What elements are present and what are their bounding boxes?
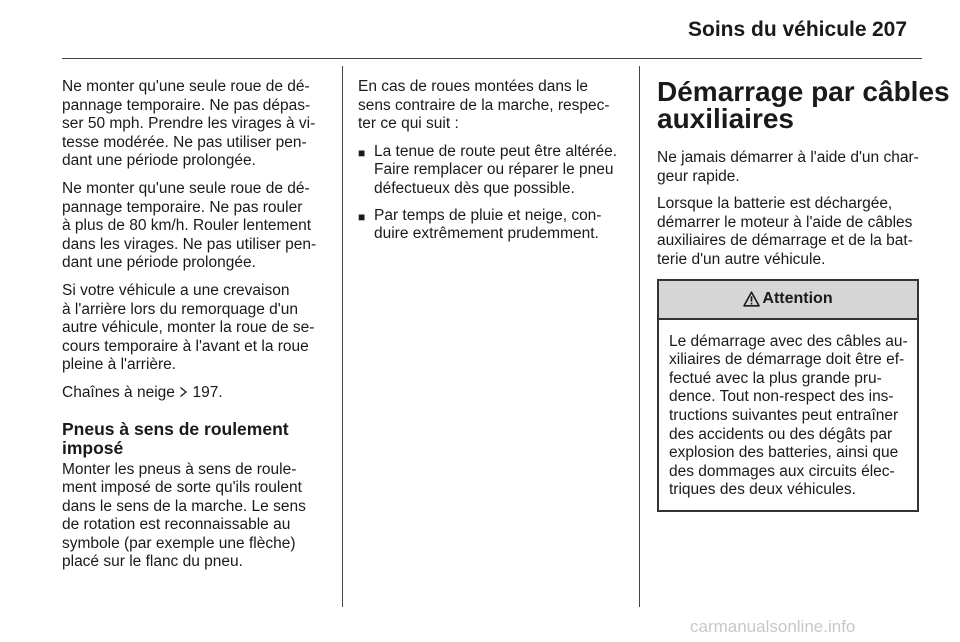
text-line: triques des deux véhicules. xyxy=(669,481,856,499)
warning-body xyxy=(659,320,917,510)
heading-line: Pneus à sens de roulement xyxy=(62,418,289,439)
section-heading-directional-tyres xyxy=(62,420,332,458)
text-line: pannage temporaire. Ne pas rouler xyxy=(62,198,303,216)
paragraph-battery-discharged xyxy=(657,195,921,269)
text-line: placé sur le flanc du pneu. xyxy=(62,553,243,571)
text-line: Ne monter qu'une seule roue de dé- xyxy=(62,179,310,197)
paragraph-reverse-mounted xyxy=(358,78,628,134)
warning-box xyxy=(657,279,919,512)
text-line: démarrer le moteur à l'aide de câbles xyxy=(657,213,913,231)
text-line: symbole (par exemple une flèche) xyxy=(62,534,296,552)
text-line: tesse modérée. Ne pas utiliser pen- xyxy=(62,133,307,151)
heading-line: auxiliaires xyxy=(657,103,794,134)
paragraph-no-fast-charger xyxy=(657,149,921,186)
cross-reference-page: 197. xyxy=(192,383,223,401)
text-line: autre véhicule, monter la roue de se- xyxy=(62,319,315,337)
column-left xyxy=(62,78,332,581)
text-line: dant une période prolongée. xyxy=(62,152,256,170)
warning-header xyxy=(659,281,917,320)
text-line: sens contraire de la marche, respec- xyxy=(358,96,610,114)
text-line: dant une période prolongée. xyxy=(62,254,256,272)
arrow-reference-icon xyxy=(179,384,188,401)
text-line: Le démarrage avec des câbles au- xyxy=(669,332,908,350)
column-right xyxy=(657,76,950,512)
text-line: défectueux dès que possible. xyxy=(374,179,575,197)
paragraph-temp-wheel-mph xyxy=(62,78,332,171)
text-line: de rotation est reconnaissable au xyxy=(62,516,291,534)
list-item xyxy=(358,207,628,244)
text-line: dans les virages. Ne pas utiliser pen- xyxy=(62,235,317,253)
cross-reference-label: Chaînes à neige xyxy=(62,383,175,401)
text-line: duire extrêmement prudemment. xyxy=(374,225,599,243)
text-line: explosion des batteries, ainsi que xyxy=(669,444,899,462)
section-heading-jump-start xyxy=(657,76,950,134)
list-item xyxy=(358,143,628,199)
paragraph-directional-tyres xyxy=(62,461,332,573)
text-line: ment imposé de sorte qu'ils roulent xyxy=(62,479,302,497)
text-line: Faire remplacer ou réparer le pneu xyxy=(374,161,614,179)
text-line: Si votre véhicule a une crevaison xyxy=(62,281,290,299)
text-line: fectué avec la plus grande pru- xyxy=(669,369,882,387)
page-number: 207 xyxy=(872,18,908,41)
text-line: des dommages aux circuits élec- xyxy=(669,462,895,480)
heading-line: Démarrage par câbles xyxy=(657,76,950,107)
heading-line: imposé xyxy=(62,437,124,458)
text-line: xiliaires de démarrage doit être ef- xyxy=(669,351,905,369)
text-line: En cas de roues montées dans le xyxy=(358,78,589,95)
text-line: à plus de 80 km/h. Rouler lentement xyxy=(62,217,311,235)
text-line: à l'arrière lors du remorquage d'un xyxy=(62,300,298,318)
text-line: La tenue de route peut être altérée. xyxy=(374,142,618,160)
text-line: dans le sens de la marche. Le sens xyxy=(62,497,306,515)
warning-title: Attention xyxy=(762,289,833,307)
text-line: Lorsque la batterie est déchargée, xyxy=(657,195,893,213)
warning-triangle-icon xyxy=(743,291,760,307)
column-middle xyxy=(358,78,628,252)
text-line: pleine à l'arrière. xyxy=(62,356,177,374)
bullet-square-icon: ■ xyxy=(358,145,366,160)
cross-reference[interactable] xyxy=(62,384,332,403)
text-line: tructions suivantes peut entraîner xyxy=(669,406,899,424)
text-line: Par temps de pluie et neige, con- xyxy=(374,206,602,224)
text-line: pannage temporaire. Ne pas dépas- xyxy=(62,96,311,114)
text-line: Monter les pneus à sens de roule- xyxy=(62,460,297,478)
paragraph-towing-puncture xyxy=(62,282,332,375)
text-line: ser 50 mph. Prendre les virages à vi- xyxy=(62,115,316,133)
header-divider xyxy=(62,58,922,59)
text-line: Ne monter qu'une seule roue de dé- xyxy=(62,78,310,95)
text-line: dence. Tout non-respect des ins- xyxy=(669,388,894,406)
paragraph-temp-wheel-kmh xyxy=(62,180,332,273)
column-divider-2 xyxy=(639,66,640,607)
text-line: Ne jamais démarrer à l'aide d'un char- xyxy=(657,149,919,166)
text-line: cours temporaire à l'avant et la roue xyxy=(62,337,309,355)
text-line: ter ce qui suit : xyxy=(358,115,459,133)
text-line: auxiliaires de démarrage et de la bat- xyxy=(657,232,913,250)
column-divider-1 xyxy=(342,66,343,607)
bullet-square-icon: ■ xyxy=(358,209,366,224)
page-header-title: Soins du véhicule xyxy=(688,18,867,41)
text-line: des accidents ou des dégâts par xyxy=(669,425,893,443)
watermark-text: carmanualsonline.info xyxy=(690,617,856,636)
text-line: geur rapide. xyxy=(657,167,740,185)
text-line: terie d'un autre véhicule. xyxy=(657,250,826,268)
